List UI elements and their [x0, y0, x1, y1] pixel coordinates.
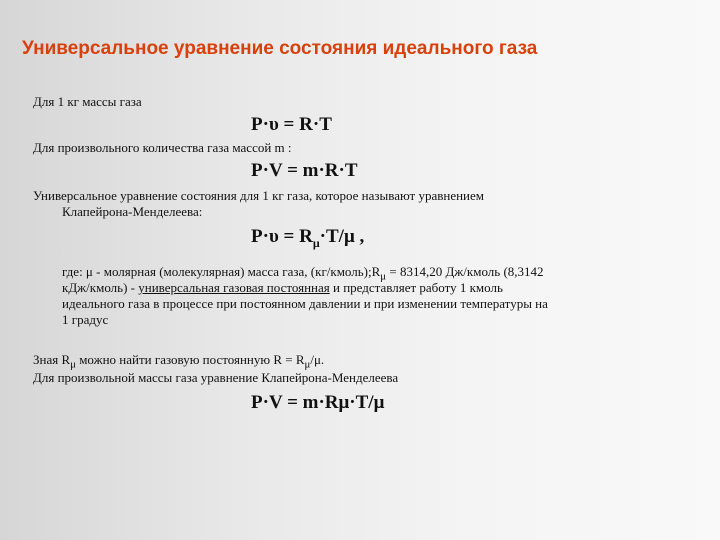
know-subscript-2: μ	[304, 358, 311, 371]
know-text-a: Зная R	[33, 352, 71, 367]
text-per-kg: Для 1 кг массы газа	[33, 94, 142, 109]
know-text-b: можно найти газовую постоянную R = R	[75, 352, 305, 367]
where-subscript: μ	[380, 270, 387, 283]
formula-arbitrary-amount: P·V = m·R·T	[251, 160, 358, 181]
text-where-2	[62, 280, 503, 295]
text-where-4: 1 градус	[62, 312, 109, 327]
formula-per-kg: P·υ = R·T	[251, 114, 332, 135]
text-universal-eq: Универсальное уравнение состояния для 1 кг газа, которое называют уравнением	[33, 188, 485, 203]
know-text-c: /μ.	[310, 352, 325, 367]
universal-gas-constant-term: универсальная газовая постоянная	[138, 280, 330, 295]
where-text-b: = 8314,20 Дж/кмоль (8,3142	[386, 264, 544, 279]
text-arbitrary-amount: Для произвольного количества газа массой m :	[33, 140, 292, 155]
text-clapeyron: Клапейрона-Менделеева:	[62, 204, 203, 219]
formula-arbitrary-mass: P·V = m·Rμ·T/μ	[251, 392, 385, 413]
where2-text-a: кДж/кмоль) -	[62, 280, 139, 295]
formula-universal	[251, 226, 364, 251]
slide-title: Универсальное уравнение состояния идеального газа	[22, 38, 538, 59]
formula-universal-subscript: μ	[312, 235, 320, 250]
where-text-a: где: μ - молярная (молекулярная) масса газа, (кг/кмоль);R	[62, 264, 381, 279]
text-where-3: идеального газа в процессе при постоянном давлении и при изменении температуры на	[62, 296, 548, 311]
formula-universal-part1: P·υ = R	[251, 226, 313, 247]
know-subscript-1: μ	[70, 358, 76, 371]
text-arbitrary-mass: Для произвольной массы газа уравнение Клапейрона-Менделеева	[33, 370, 399, 385]
where2-text-b: и представляет работу 1 кмоль	[329, 280, 503, 295]
formula-universal-part2: ·T/μ ,	[319, 226, 365, 247]
